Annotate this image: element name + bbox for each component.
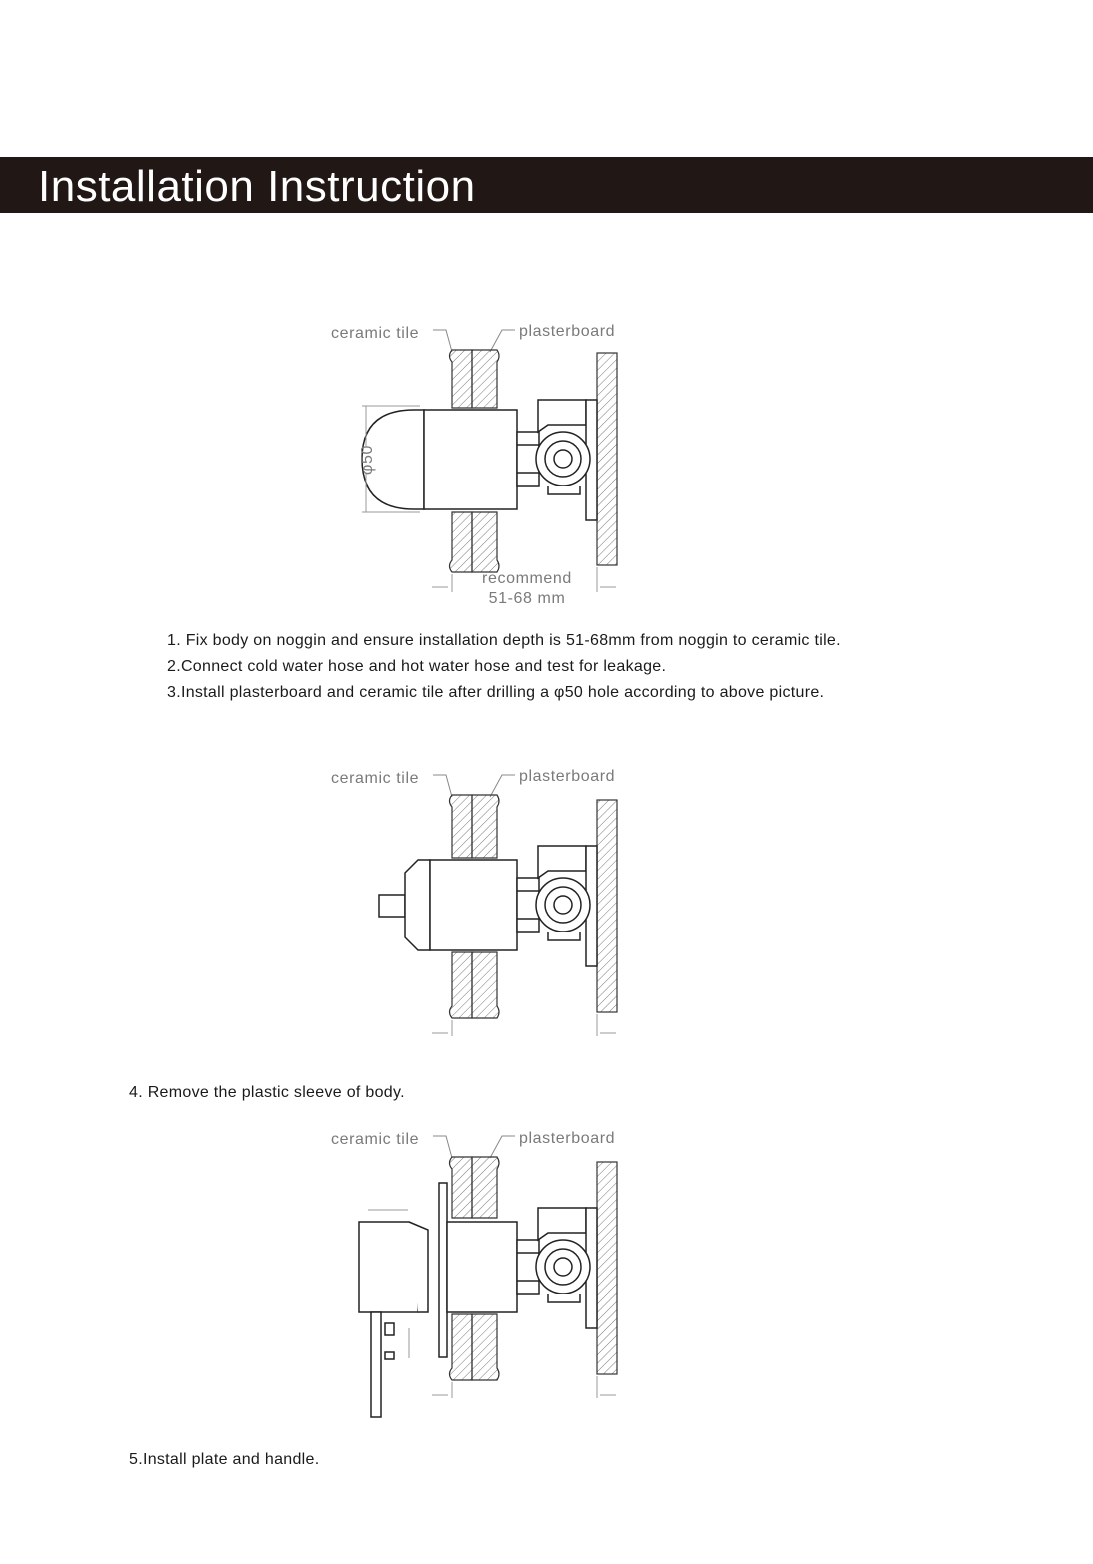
cover-plate (439, 1183, 447, 1357)
handle (359, 1222, 428, 1417)
diagram-3 (0, 1120, 1093, 1430)
plasterboard-leader (490, 1136, 515, 1158)
diagram-1 (0, 300, 1093, 610)
diagram-2 (0, 760, 1093, 1040)
diameter-text: φ50 (359, 445, 376, 475)
ceramic-tile-label: ceramic tile (331, 1131, 420, 1148)
step-1: 1. Fix body on noggin and ensure installation depth is 51-68mm from noggin to ceramic tile. (167, 632, 841, 649)
ceramic-tile-label: ceramic tile (331, 325, 420, 342)
noggin (597, 353, 617, 565)
valve-assembly (517, 400, 597, 520)
step-2: 2.Connect cold water hose and hot water hose and test for leakage. (167, 658, 667, 675)
ceramic-tile-label: ceramic tile (331, 770, 420, 787)
valve-assembly (447, 1208, 597, 1328)
recommend-text: recommend (482, 570, 572, 587)
noggin (597, 1162, 617, 1374)
ceramic-tile-leader (433, 330, 452, 352)
plasterboard-label: plasterboard (519, 1130, 616, 1147)
valve-body (424, 410, 517, 509)
plasterboard-leader (490, 775, 515, 797)
ceramic-tile-leader (433, 775, 452, 797)
valve-assembly (379, 846, 597, 966)
plasterboard-label: plasterboard (519, 768, 616, 785)
step-5: 5.Install plate and handle. (129, 1451, 320, 1468)
title-bar (0, 157, 1093, 213)
recommend-range: 51-68 mm (488, 590, 566, 607)
noggin (597, 800, 617, 1012)
page-title: Installation Instruction (38, 162, 476, 211)
plasterboard-label: plasterboard (519, 323, 616, 340)
depth-dimension (432, 567, 616, 607)
steps-list-1-3 (167, 628, 841, 706)
plasterboard-leader (490, 330, 515, 352)
step-3: 3.Install plasterboard and ceramic tile after drilling a φ50 hole according to above picture. (167, 684, 825, 701)
ceramic-tile-leader (433, 1136, 452, 1158)
step-4: 4. Remove the plastic sleeve of body. (129, 1084, 405, 1101)
